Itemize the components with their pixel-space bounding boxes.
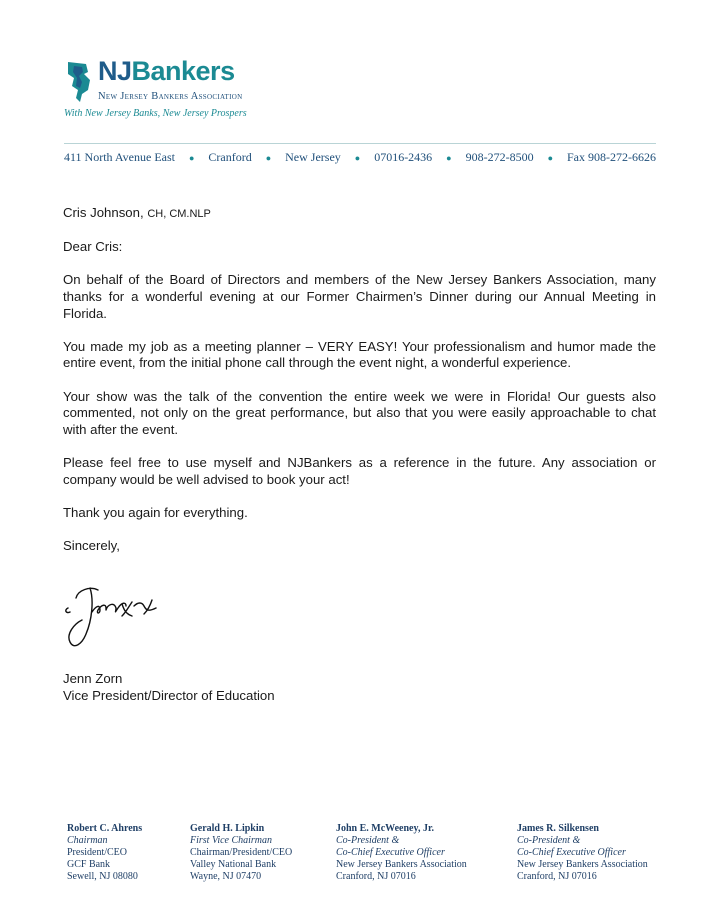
letterhead-divider [64, 143, 656, 144]
officer-name: James R. Silkensen [517, 823, 599, 834]
address-phone: 908-272-8500 [465, 150, 534, 164]
bullet-separator: ● [354, 153, 361, 163]
officer-line: Sewell, NJ 08080 [67, 871, 138, 882]
new-jersey-state-icon [64, 60, 98, 104]
officer-lipkin [190, 823, 292, 883]
paragraph: Please feel free to use myself and NJBankers as a reference in the future. Any association or company would be well advised to book your act! [63, 454, 656, 487]
officer-line: New Jersey Bankers Association [517, 859, 648, 870]
officer-line: GCF Bank [67, 859, 111, 870]
address-line [64, 150, 656, 167]
signer-name: Jenn Zorn [63, 671, 123, 686]
officer-title: Chairman [67, 835, 108, 846]
officer-line: Wayne, NJ 07470 [190, 871, 262, 882]
officer-title: First Vice Chairman [190, 835, 273, 846]
recipient-name: Cris Johnson, [63, 205, 144, 220]
officer-line: Cranford, NJ 07016 [336, 871, 416, 882]
paragraph: On behalf of the Board of Directors and members of the New Jersey Bankers Association, many thanks for a wonderful evening at our Former Chairmen’s Dinner during our Annual Meeting in Florida. [63, 272, 656, 321]
recipient-credentials: CH, CM.NLP [147, 208, 211, 220]
tagline: With New Jersey Banks, New Jersey Prospers [64, 108, 247, 119]
officer-silkensen [517, 823, 648, 883]
address-city: Cranford [208, 150, 252, 164]
address-street: 411 North Avenue East [64, 150, 175, 164]
officer-line: Chairman/President/CEO [190, 847, 293, 858]
officer-title: Co-Chief Executive Officer [517, 847, 626, 858]
officer-title: Co-President & [517, 835, 581, 846]
officer-ahrens [67, 823, 142, 883]
signer-block [63, 671, 275, 704]
officer-title: Co-President & [336, 835, 400, 846]
officer-name: John E. McWeeney, Jr. [336, 823, 434, 834]
address-state: New Jersey [285, 150, 341, 164]
address-fax: Fax 908-272-6626 [567, 150, 656, 164]
address-zip: 07016-2436 [374, 150, 433, 164]
closing: Sincerely, [63, 537, 120, 553]
paragraph: You made my job as a meeting planner – VERY EASY! Your professionalism and humor made the entire event, from the initial phone call through the event night, a wonderful experience. [63, 338, 656, 371]
bullet-separator: ● [188, 153, 195, 163]
paragraph: Thank you again for everything. [63, 504, 248, 520]
handwritten-signature [60, 580, 170, 652]
paragraph: Your show was the talk of the convention the entire week we were in Florida! Our guests also commented, not only on the great performance, but also that you were easily approachable to chat with after the event. [63, 388, 656, 437]
bullet-separator: ● [446, 153, 452, 163]
recipient [63, 205, 656, 223]
officer-line: New Jersey Bankers Association [336, 859, 467, 870]
officer-mcweeney [336, 823, 467, 883]
association-name: New Jersey Bankers Association [98, 91, 243, 102]
bullet-separator: ● [265, 153, 272, 163]
officer-line: Valley National Bank [190, 859, 277, 870]
salutation: Dear Cris: [63, 239, 123, 255]
letter-body [63, 205, 656, 554]
logo-wordmark: NJBankers [98, 56, 235, 86]
officer-line: Cranford, NJ 07016 [517, 871, 597, 882]
officer-name: Gerald H. Lipkin [190, 823, 265, 834]
signer-title: Vice President/Director of Education [63, 687, 275, 703]
officer-title: Co-Chief Executive Officer [336, 847, 445, 858]
njbankers-logo [64, 56, 274, 126]
officer-name: Robert C. Ahrens [67, 823, 143, 834]
officer-line: President/CEO [67, 847, 127, 858]
bullet-separator: ● [547, 153, 554, 163]
